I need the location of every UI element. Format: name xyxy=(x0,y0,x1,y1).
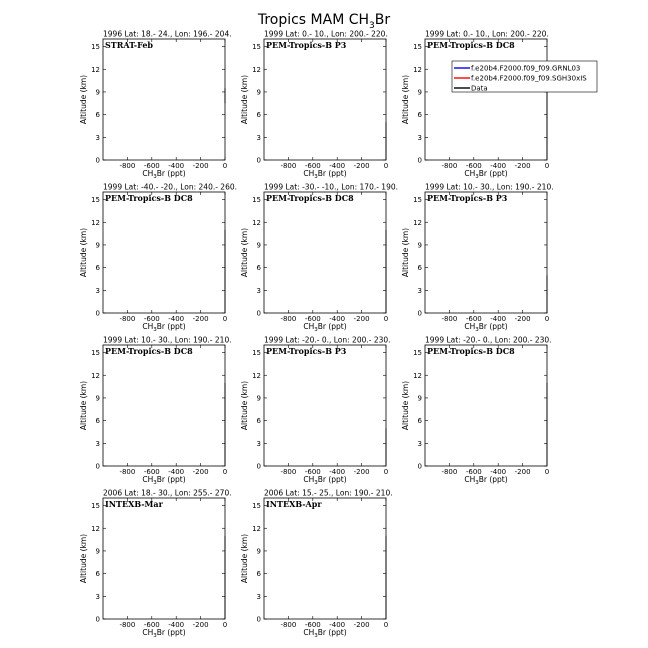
x-axis-label xyxy=(303,628,346,639)
x-axis-label xyxy=(142,322,185,333)
campaign-label: INTEXB-Mar xyxy=(105,499,163,509)
y-tick-label: 3 xyxy=(417,133,422,142)
y-tick-label: 0 xyxy=(417,309,422,318)
x-tick-label: 0 xyxy=(383,315,389,323)
y-tick-label: 9 xyxy=(417,394,422,403)
y-tick-label: 6 xyxy=(256,111,261,120)
y-tick-label: 3 xyxy=(95,439,100,448)
y-tick-label: 0 xyxy=(95,615,100,624)
campaign-label: INTEXB-Apr xyxy=(266,499,322,509)
x-tick-label: 0 xyxy=(383,162,389,170)
x-axis-label-part: Br (ppt) xyxy=(478,169,508,178)
x-tick-label: -800 xyxy=(280,315,297,323)
y-axis-label: Altitude (km) xyxy=(240,74,249,125)
campaign-label: PEM-Tropics-B DC8 xyxy=(427,40,515,50)
x-axis-label xyxy=(464,475,507,486)
x-tick-label: -400 xyxy=(168,162,185,170)
plot-frame xyxy=(264,345,386,466)
x-axis-label xyxy=(464,322,507,333)
y-tick-label: 15 xyxy=(252,502,261,511)
x-tick-label: -800 xyxy=(280,621,297,629)
y-tick-label: 0 xyxy=(256,309,261,318)
y-tick-label: 6 xyxy=(95,111,100,120)
x-tick-label: 0 xyxy=(222,162,228,170)
y-axis-label: Altitude (km) xyxy=(240,533,249,584)
campaign-label: PEM-Tropics-B P3 xyxy=(266,346,347,356)
plot-frame xyxy=(264,39,386,160)
panel-header: 1999 Lat: 0.- 10., Lon: 200.- 220. xyxy=(425,29,549,39)
x-tick-label: -200 xyxy=(192,468,209,476)
y-tick-label: 6 xyxy=(95,570,100,579)
x-tick-label: -600 xyxy=(143,468,160,476)
y-tick-label: 6 xyxy=(256,570,261,579)
x-axis-label-part: Br (ppt) xyxy=(317,322,347,331)
y-tick-label: 15 xyxy=(413,196,422,205)
x-axis-label-sub: 3 xyxy=(475,480,479,486)
y-tick-label: 0 xyxy=(417,462,422,471)
y-tick-label: 9 xyxy=(417,241,422,250)
x-tick-label: -200 xyxy=(353,315,370,323)
x-tick-label: -400 xyxy=(168,468,185,476)
x-axis-label-part: Br (ppt) xyxy=(317,628,347,637)
x-tick-label: -600 xyxy=(304,315,321,323)
y-tick-label: 12 xyxy=(91,65,100,74)
plot-frame xyxy=(425,345,547,466)
y-tick-label: 15 xyxy=(252,196,261,205)
y-tick-label: 15 xyxy=(252,43,261,52)
y-tick-label: 12 xyxy=(413,218,422,227)
x-tick-label: -800 xyxy=(119,621,136,629)
panel-4 xyxy=(79,183,237,334)
x-axis-label-part: Br (ppt) xyxy=(156,322,186,331)
x-tick-label: -200 xyxy=(353,162,370,170)
y-tick-label: 9 xyxy=(95,547,100,556)
x-axis-label-part: Br (ppt) xyxy=(317,169,347,178)
panel-header: 1996 Lat: 18.- 24., Lon: 196.- 204. xyxy=(103,29,232,39)
y-tick-label: 3 xyxy=(256,286,261,295)
y-tick-label: 0 xyxy=(256,462,261,471)
y-tick-label: 12 xyxy=(91,218,100,227)
x-tick-label: -400 xyxy=(329,315,346,323)
x-tick-label: -600 xyxy=(465,162,482,170)
campaign-label: PEM-Tropics-B DC8 xyxy=(105,346,193,356)
x-tick-label: -600 xyxy=(304,162,321,170)
x-axis-label-part: Br (ppt) xyxy=(478,322,508,331)
panel-3 xyxy=(401,30,549,181)
x-tick-label: -400 xyxy=(329,468,346,476)
x-axis-label-part: CH xyxy=(464,322,476,331)
x-axis-label-part: CH xyxy=(142,322,154,331)
x-tick-label: 0 xyxy=(222,621,228,629)
panel-header: 1999 Lat: -40.- -20., Lon: 240.- 260. xyxy=(103,182,238,192)
x-axis-label-part: Br (ppt) xyxy=(156,169,186,178)
x-tick-label: -200 xyxy=(514,315,531,323)
x-axis-label-part: Br (ppt) xyxy=(156,475,186,484)
x-tick-label: -200 xyxy=(192,621,209,629)
x-tick-label: -600 xyxy=(465,315,482,323)
x-tick-label: -600 xyxy=(143,315,160,323)
x-tick-label: 0 xyxy=(383,621,389,629)
y-tick-label: 12 xyxy=(91,371,100,380)
y-axis-label: Altitude (km) xyxy=(401,74,410,125)
x-axis-label xyxy=(142,169,185,180)
x-tick-label: 0 xyxy=(544,468,550,476)
y-tick-label: 9 xyxy=(256,547,261,556)
y-tick-label: 3 xyxy=(417,439,422,448)
y-tick-label: 12 xyxy=(252,218,261,227)
y-tick-label: 9 xyxy=(256,88,261,97)
y-tick-label: 15 xyxy=(413,349,422,358)
y-tick-label: 12 xyxy=(413,371,422,380)
x-tick-label: -800 xyxy=(119,162,136,170)
y-tick-label: 6 xyxy=(417,417,422,426)
x-axis-label-sub: 3 xyxy=(475,327,479,333)
x-axis-label-sub: 3 xyxy=(153,480,157,486)
y-tick-label: 6 xyxy=(95,417,100,426)
campaign-label: PEM-Tropics-B P3 xyxy=(427,193,508,203)
x-tick-label: -400 xyxy=(329,621,346,629)
x-axis-label-sub: 3 xyxy=(314,327,318,333)
y-tick-label: 12 xyxy=(252,371,261,380)
y-tick-label: 0 xyxy=(95,462,100,471)
x-tick-label: -200 xyxy=(353,621,370,629)
legend-label: Data xyxy=(471,84,488,93)
y-tick-label: 15 xyxy=(91,43,100,52)
x-tick-label: -600 xyxy=(304,621,321,629)
plot-frame xyxy=(103,498,225,619)
y-axis-label: Altitude (km) xyxy=(79,227,88,278)
y-tick-label: 12 xyxy=(413,65,422,74)
panel-11 xyxy=(240,489,393,640)
x-axis-label-sub: 3 xyxy=(475,174,479,180)
x-axis-label-sub: 3 xyxy=(314,633,318,639)
y-tick-label: 9 xyxy=(417,88,422,97)
y-tick-label: 9 xyxy=(95,394,100,403)
panel-2 xyxy=(240,30,388,181)
y-axis-label: Altitude (km) xyxy=(240,227,249,278)
y-axis-label: Altitude (km) xyxy=(401,227,410,278)
x-tick-label: -600 xyxy=(304,468,321,476)
x-tick-label: -200 xyxy=(192,315,209,323)
x-tick-label: -600 xyxy=(143,621,160,629)
panel-header: 2006 Lat: 15.- 25., Lon: 190.- 210. xyxy=(264,488,393,498)
panel-6 xyxy=(401,183,554,334)
panel-header: 1999 Lat: -30.- -10., Lon: 170.- 190. xyxy=(264,182,399,192)
plot-frame xyxy=(425,192,547,313)
x-axis-label-part: CH xyxy=(303,475,315,484)
x-axis-label-part: CH xyxy=(303,628,315,637)
x-tick-label: -200 xyxy=(514,468,531,476)
x-axis-label-sub: 3 xyxy=(314,480,318,486)
panel-header: 1999 Lat: 10.- 30., Lon: 190.- 210. xyxy=(103,335,232,345)
panel-9 xyxy=(401,336,552,487)
x-tick-label: -600 xyxy=(143,162,160,170)
x-axis-label-part: CH xyxy=(303,322,315,331)
x-axis-label-part: CH xyxy=(142,169,154,178)
legend xyxy=(452,61,597,93)
x-axis-label-part: CH xyxy=(303,169,315,178)
x-tick-label: -400 xyxy=(329,162,346,170)
x-tick-label: 0 xyxy=(383,468,389,476)
legend-label: f.e20b4.F2000.f09_f09.GRNL03 xyxy=(471,64,581,73)
x-tick-label: -200 xyxy=(353,468,370,476)
y-tick-label: 6 xyxy=(417,111,422,120)
y-tick-label: 12 xyxy=(252,524,261,533)
x-axis-label-part: CH xyxy=(464,169,476,178)
y-tick-label: 6 xyxy=(417,264,422,273)
panel-1 xyxy=(79,30,232,181)
x-tick-label: -400 xyxy=(168,621,185,629)
campaign-label: PEM-Tropics-B DC8 xyxy=(266,193,354,203)
panel-header: 1999 Lat: 10.- 30., Lon: 190.- 210. xyxy=(425,182,554,192)
x-tick-label: -800 xyxy=(280,162,297,170)
x-axis-label-part: CH xyxy=(464,475,476,484)
x-axis-label-part: Br (ppt) xyxy=(156,628,186,637)
y-tick-label: 9 xyxy=(95,88,100,97)
x-tick-label: 0 xyxy=(222,468,228,476)
x-tick-label: -800 xyxy=(441,315,458,323)
panel-header: 1999 Lat: 0.- 10., Lon: 200.- 220. xyxy=(264,29,388,39)
x-tick-label: 0 xyxy=(544,162,550,170)
x-tick-label: -800 xyxy=(119,468,136,476)
campaign-label: PEM-Tropics-B P3 xyxy=(266,40,347,50)
y-tick-label: 12 xyxy=(91,524,100,533)
y-tick-label: 0 xyxy=(95,309,100,318)
plot-frame xyxy=(264,192,386,313)
y-tick-label: 3 xyxy=(95,133,100,142)
x-tick-label: -400 xyxy=(490,315,507,323)
x-tick-label: -200 xyxy=(514,162,531,170)
panel-8 xyxy=(240,336,391,487)
plot-frame xyxy=(425,39,547,160)
panel-10 xyxy=(79,489,232,640)
y-tick-label: 9 xyxy=(256,394,261,403)
x-axis-label-sub: 3 xyxy=(153,633,157,639)
campaign-label: PEM-Tropics-B DC8 xyxy=(427,346,515,356)
y-tick-label: 9 xyxy=(256,241,261,250)
x-axis-label xyxy=(303,322,346,333)
plot-frame xyxy=(264,498,386,619)
campaign-label: PEM-Tropics-B DC8 xyxy=(105,193,193,203)
x-tick-label: 0 xyxy=(222,315,228,323)
panel-header: 1999 Lat: -20.- 0., Lon: 200.- 230. xyxy=(425,335,552,345)
x-axis-label-sub: 3 xyxy=(153,174,157,180)
y-tick-label: 12 xyxy=(252,65,261,74)
y-tick-label: 0 xyxy=(95,156,100,165)
y-tick-label: 0 xyxy=(256,615,261,624)
legend-label: f.e20b4.F2000.f09_f09.SGH30xIS xyxy=(471,74,587,83)
x-axis-label-part: CH xyxy=(142,628,154,637)
x-axis-label xyxy=(142,475,185,486)
y-tick-label: 3 xyxy=(256,592,261,601)
y-axis-label: Altitude (km) xyxy=(401,380,410,431)
y-tick-label: 15 xyxy=(91,349,100,358)
y-axis-label: Altitude (km) xyxy=(79,74,88,125)
y-axis-label: Altitude (km) xyxy=(79,380,88,431)
x-axis-label xyxy=(303,475,346,486)
y-axis-label: Altitude (km) xyxy=(240,380,249,431)
x-tick-label: -600 xyxy=(465,468,482,476)
x-tick-label: -800 xyxy=(441,162,458,170)
x-tick-label: -400 xyxy=(490,162,507,170)
x-tick-label: 0 xyxy=(544,315,550,323)
plot-frame xyxy=(103,345,225,466)
y-tick-label: 15 xyxy=(413,43,422,52)
x-axis-label xyxy=(303,169,346,180)
y-tick-label: 15 xyxy=(91,196,100,205)
y-tick-label: 9 xyxy=(95,241,100,250)
y-tick-label: 15 xyxy=(252,349,261,358)
y-tick-label: 6 xyxy=(256,264,261,273)
y-tick-label: 0 xyxy=(256,156,261,165)
panel-header: 1999 Lat: -20.- 0., Lon: 200.- 230. xyxy=(264,335,391,345)
plot-frame xyxy=(103,192,225,313)
plot-frame xyxy=(103,39,225,160)
campaign-label: STRAT-Feb xyxy=(105,40,154,50)
x-tick-label: -800 xyxy=(280,468,297,476)
y-tick-label: 3 xyxy=(417,286,422,295)
y-axis-label: Altitude (km) xyxy=(79,533,88,584)
y-tick-label: 6 xyxy=(95,264,100,273)
y-tick-label: 0 xyxy=(417,156,422,165)
panel-header: 2006 Lat: 18.- 30., Lon: 255.- 270. xyxy=(103,488,232,498)
x-axis-label-sub: 3 xyxy=(153,327,157,333)
x-axis-label-part: CH xyxy=(142,475,154,484)
y-tick-label: 3 xyxy=(256,439,261,448)
y-tick-label: 15 xyxy=(91,502,100,511)
x-tick-label: -800 xyxy=(119,315,136,323)
y-tick-label: 3 xyxy=(256,133,261,142)
x-axis-label xyxy=(464,169,507,180)
y-tick-label: 3 xyxy=(95,286,100,295)
panel-7 xyxy=(79,336,232,487)
x-tick-label: -400 xyxy=(168,315,185,323)
x-tick-label: -800 xyxy=(441,468,458,476)
panel-grid xyxy=(79,30,554,640)
x-axis-label-part: Br (ppt) xyxy=(478,475,508,484)
x-tick-label: -200 xyxy=(192,162,209,170)
x-axis-label-part: Br (ppt) xyxy=(317,475,347,484)
y-tick-label: 6 xyxy=(256,417,261,426)
x-tick-label: -400 xyxy=(490,468,507,476)
figure-title: Tropics MAM $CH_3Br$ xyxy=(257,12,391,31)
x-axis-label xyxy=(142,628,185,639)
x-axis-label-sub: 3 xyxy=(314,174,318,180)
panel-5 xyxy=(240,183,398,334)
y-tick-label: 3 xyxy=(95,592,100,601)
